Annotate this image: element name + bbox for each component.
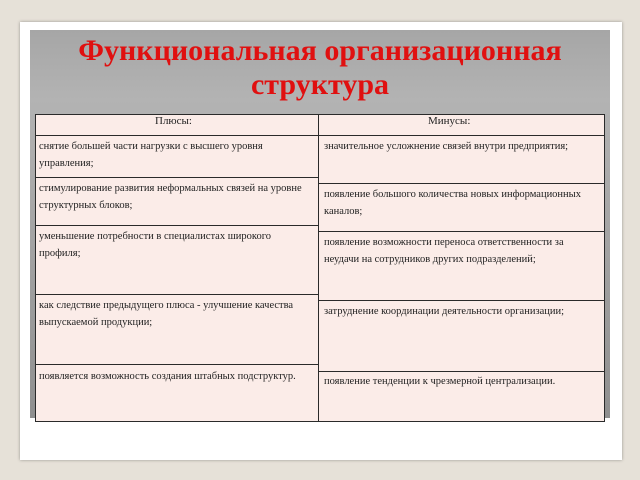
slide-title: Функциональная организационная структура — [78, 34, 562, 101]
pros-item: уменьшение потребности в специалистах широкого профиля; — [39, 231, 272, 259]
pros-item: снятие большей части нагрузки с высшего уровня управления; — [39, 141, 263, 169]
pros-row-line — [35, 177, 319, 178]
cons-header: Минусы: — [428, 115, 471, 127]
pros-cons-table — [35, 114, 605, 422]
table-border-top — [35, 114, 605, 115]
pros-item: стимулирование развития неформальных связей на уровне структурных блоков; — [39, 183, 302, 211]
cons-item: затруднение координации деятельности организации; — [324, 306, 565, 317]
table-border-left — [35, 114, 36, 422]
pros-row-line — [35, 225, 319, 226]
cons-item: значительное усложнение связей внутри предприятия; — [324, 141, 569, 152]
pros-row-line — [35, 294, 319, 295]
cons-row-line — [318, 300, 605, 301]
pros-header: Плюсы: — [155, 115, 192, 127]
cons-item: появление тенденции к чрезмерной централизации. — [324, 376, 556, 387]
cons-row-line — [318, 183, 605, 184]
table-border-bottom — [35, 421, 605, 422]
cons-row-line — [318, 135, 605, 136]
cons-row-line — [318, 371, 605, 372]
cons-item: появление возможности переноса ответственности за неудачи на сотрудников других подразделений; — [324, 237, 564, 265]
column-divider — [318, 114, 319, 422]
cons-item: появление большого количества новых информационных каналов; — [324, 189, 581, 217]
pros-row-line — [35, 364, 319, 365]
table-border-right — [604, 114, 605, 422]
pros-item: появляется возможность создания штабных подструктур. — [39, 371, 296, 382]
cons-row-line — [318, 231, 605, 232]
pros-item: как следствие предыдущего плюса - улучшение качества выпускаемой продукции; — [39, 300, 294, 328]
pros-row-line — [35, 135, 319, 136]
